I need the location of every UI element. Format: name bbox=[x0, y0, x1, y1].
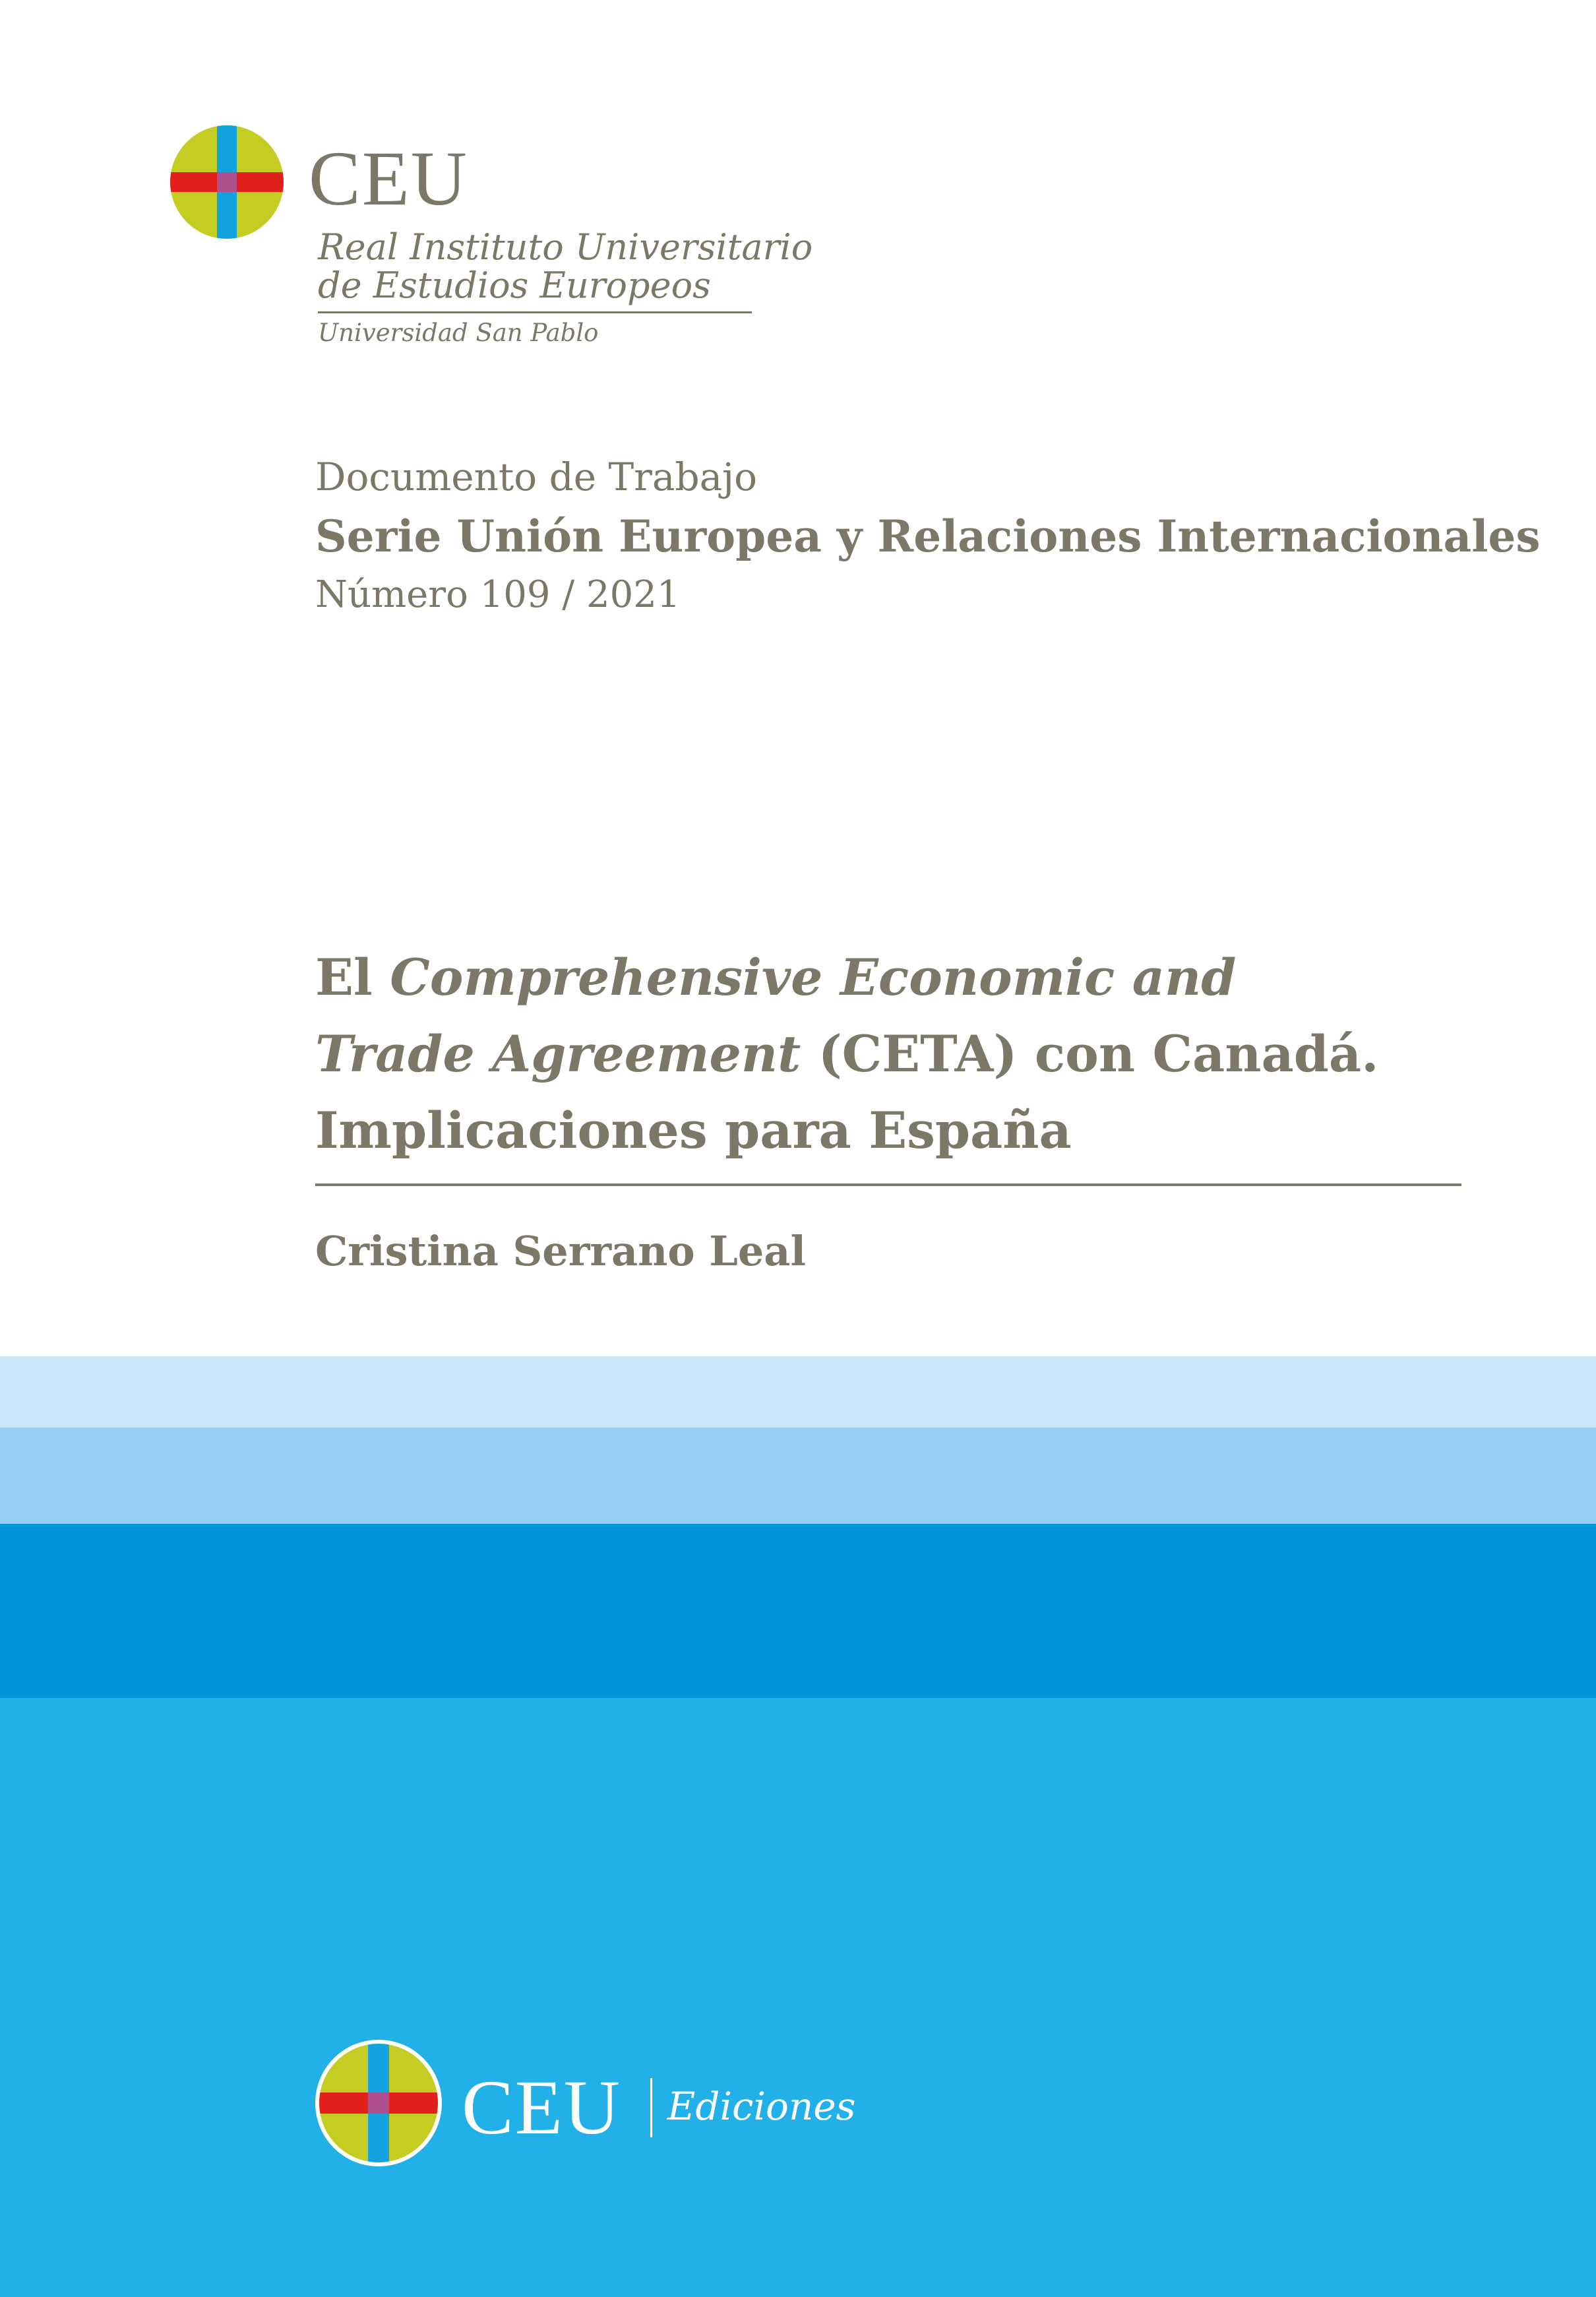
title-suffix: (CETA) con Canadá. bbox=[801, 1024, 1379, 1083]
institution-name-line-1: Real Instituto Universitario bbox=[318, 226, 813, 268]
title-line-2 bbox=[315, 1016, 1476, 1092]
publisher-divider bbox=[650, 2078, 652, 2137]
band-dark bbox=[0, 1524, 1596, 1698]
institution-name-line-2: de Estudios Europeos bbox=[318, 265, 711, 306]
title-italic-part-2: Trade Agreement bbox=[315, 1024, 801, 1083]
band-mid bbox=[0, 1428, 1596, 1524]
series-name: Serie Unión Europea y Relaciones Internacionales bbox=[315, 511, 1541, 562]
university-name: Universidad San Pablo bbox=[318, 319, 599, 347]
ceu-emblem-icon bbox=[169, 124, 285, 240]
author-name: Cristina Serrano Leal bbox=[315, 1227, 806, 1275]
title-divider bbox=[315, 1183, 1461, 1186]
ceu-emblem-icon bbox=[314, 2038, 443, 2168]
series-number: Número 109 / 2021 bbox=[315, 573, 681, 616]
title-italic-part-1: Comprehensive Economic and bbox=[390, 948, 1237, 1007]
publisher-imprint: Ediciones bbox=[667, 2084, 856, 2129]
publisher-wordmark: CEU bbox=[462, 2064, 621, 2151]
band-footer bbox=[0, 1698, 1596, 2297]
series-label: Documento de Trabajo bbox=[315, 455, 758, 499]
brand-wordmark: CEU bbox=[309, 135, 468, 222]
title-line-1 bbox=[315, 939, 1476, 1016]
title-prefix: El bbox=[315, 948, 390, 1007]
band-light bbox=[0, 1356, 1596, 1428]
institution-divider bbox=[318, 311, 752, 313]
title-line-3: Implicaciones para España bbox=[315, 1101, 1072, 1160]
document-title bbox=[315, 939, 1476, 1169]
